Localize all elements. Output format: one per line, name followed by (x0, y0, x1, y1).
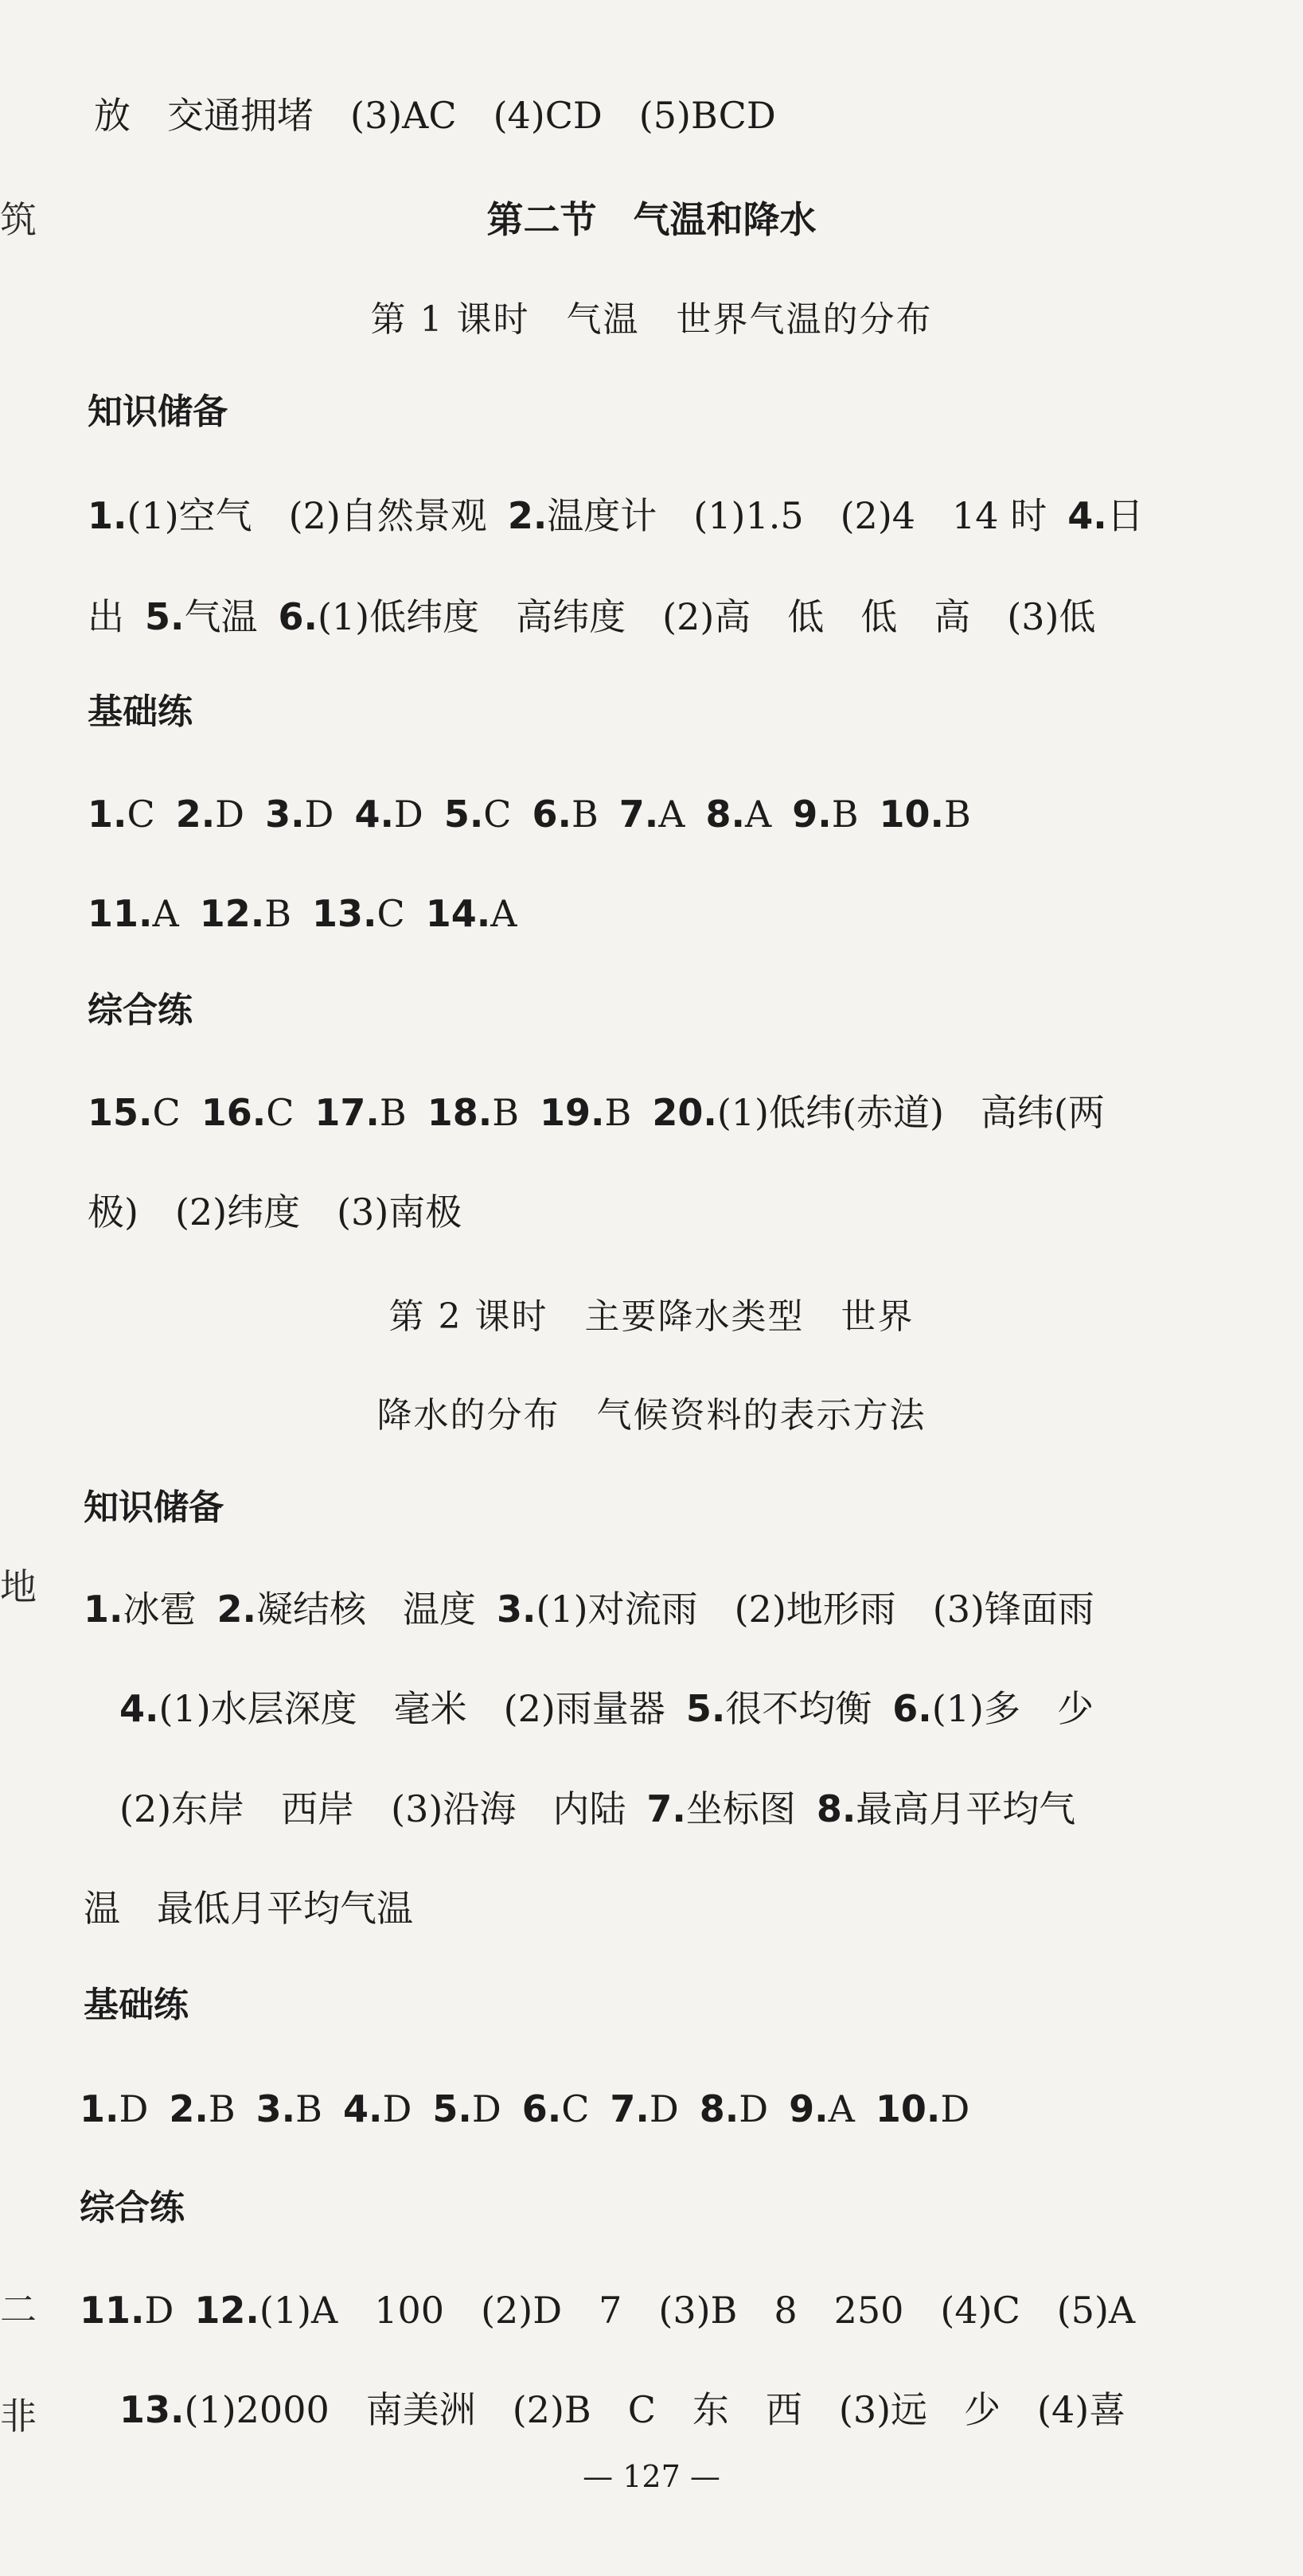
answer-choice: D (119, 2087, 149, 2130)
question-number: 3. (265, 793, 305, 836)
question-number: 4. (119, 1687, 159, 1730)
question-number: 20. (652, 1091, 717, 1134)
question-number: 8. (699, 2087, 739, 2130)
question-number: 1. (84, 1588, 123, 1631)
answer-choice: D (940, 2087, 970, 2130)
answer-choice: A (152, 892, 179, 935)
answer-text: 很不均衡 (725, 1687, 872, 1730)
answer-text: (1)2000 南美洲 (2)B C 东 西 (3)远 少 (4)喜 (184, 2388, 1126, 2431)
answer-choice: B (604, 1091, 632, 1134)
answer-line (80, 2085, 969, 2133)
continuation-line: 放 交通拥堵 (3)AC (4)CD (5)BCD (94, 94, 776, 137)
question-number: 1. (88, 494, 127, 537)
answer-choice: D (739, 2087, 769, 2130)
answer-text: 冰雹 (123, 1588, 197, 1631)
answer-choice: B (492, 1091, 520, 1134)
question-number: 8. (705, 793, 745, 836)
question-number: 7. (610, 2087, 650, 2130)
answer-choice: C (483, 793, 512, 836)
answer-text: (1)空气 (2)自然景观 (127, 494, 487, 537)
answer-choice: B (208, 2087, 236, 2130)
question-number: 5. (432, 2087, 472, 2130)
question-number: 12. (194, 2289, 259, 2332)
question-number: 11. (88, 892, 153, 935)
margin-fragment: 地 (0, 1565, 37, 1608)
answer-text: 最高月平均气 (856, 1787, 1076, 1830)
section-title: 第二节 气温和降水 (486, 198, 817, 241)
question-number: 9. (789, 2087, 829, 2130)
basic-heading: 基础练 (84, 1985, 189, 2025)
answer-choice: A (490, 892, 517, 935)
answer-choice: D (215, 793, 245, 836)
question-number: 5. (145, 595, 185, 638)
answer-text: 出 (88, 595, 124, 638)
knowledge-heading: 知识储备 (84, 1487, 224, 1528)
answer-choice: B (264, 892, 292, 935)
answer-line (84, 1585, 1094, 1633)
answer-line (88, 593, 1095, 641)
question-number: 6. (532, 793, 572, 836)
answer-choice: C (561, 2087, 590, 2130)
question-number: 2. (169, 2087, 209, 2130)
question-number: 1. (88, 793, 127, 836)
question-number: 4. (1067, 494, 1107, 537)
page-number: — 127 — (583, 2459, 720, 2494)
question-number: 13. (119, 2388, 185, 2431)
answer-choice: B (571, 793, 599, 836)
question-number: 10. (879, 793, 945, 836)
question-number: 4. (354, 793, 394, 836)
answer-choice: C (127, 793, 155, 836)
answer-choice: D (144, 2289, 174, 2332)
answer-choice: B (379, 1091, 407, 1134)
question-number: 5. (443, 793, 484, 836)
comprehensive-heading: 综合练 (88, 990, 193, 1031)
question-number: 2. (175, 793, 216, 836)
question-number: 18. (427, 1091, 493, 1134)
knowledge-heading: 知识储备 (88, 392, 228, 432)
question-number: 13. (312, 892, 377, 935)
answer-text: (1)A 100 (2)D 7 (3)B 8 250 (4)C (5)A (259, 2289, 1136, 2332)
answer-line (80, 2286, 1135, 2334)
question-number: 17. (314, 1091, 380, 1134)
question-number: 19. (540, 1091, 605, 1134)
answer-choice: B (831, 793, 859, 836)
answer-choice: A (828, 2087, 855, 2130)
question-number: 3. (256, 2087, 296, 2130)
question-number: 10. (875, 2087, 941, 2130)
answer-line (88, 492, 1144, 540)
answer-choice: D (649, 2087, 679, 2130)
answer-choice: C (152, 1091, 181, 1134)
answer-text: (1)低纬(赤道) 高纬(两 (716, 1091, 1105, 1134)
answer-line (88, 1089, 1105, 1136)
answer-line (88, 890, 517, 937)
question-number: 2. (217, 1588, 256, 1631)
comprehensive-heading: 综合练 (80, 2188, 185, 2228)
answer-line: 温 最低月平均气温 (84, 1887, 413, 1930)
margin-fragment: 非 (0, 2395, 37, 2438)
question-number: 6. (521, 2087, 562, 2130)
basic-heading: 基础练 (88, 692, 193, 732)
answer-choice: C (376, 892, 405, 935)
answer-text: 凝结核 温度 (256, 1588, 476, 1631)
question-number: 6. (892, 1687, 932, 1730)
answer-choice: B (295, 2087, 322, 2130)
question-number: 14. (425, 892, 491, 935)
answer-text: 气温 (184, 595, 258, 638)
question-number: 2. (507, 494, 548, 537)
question-number: 5. (685, 1687, 726, 1730)
answer-text: (1)对流雨 (2)地形雨 (3)锋面雨 (536, 1588, 1094, 1631)
lesson-title-continued: 降水的分布 气候资料的表示方法 (376, 1395, 927, 1436)
lesson-title: 第 2 课时 主要降水类型 世界 (388, 1296, 915, 1337)
answer-choice: A (658, 793, 685, 836)
margin-fragment: 筑 (0, 198, 37, 241)
answer-choice: D (471, 2087, 501, 2130)
answer-text: (1)低纬度 高纬度 (2)高 低 低 高 (3)低 (317, 595, 1096, 638)
answer-choice: B (944, 793, 971, 836)
question-number: 4. (342, 2087, 383, 2130)
answer-text: (1)多 少 (931, 1687, 1094, 1730)
margin-fragment: 二 (0, 2288, 37, 2331)
answer-choice: D (304, 793, 334, 836)
question-number: 7. (618, 793, 659, 836)
answer-line (88, 790, 971, 838)
question-number: 16. (201, 1091, 267, 1134)
question-number: 7. (646, 1787, 686, 1830)
answer-text: (1)水层深度 毫米 (2)雨量器 (158, 1687, 665, 1730)
answer-choice: A (745, 793, 772, 836)
question-number: 12. (199, 892, 265, 935)
question-number: 9. (792, 793, 832, 836)
answer-text: (2)东岸 西岸 (3)沿海 内陆 (119, 1787, 626, 1830)
question-number: 3. (496, 1588, 536, 1631)
lesson-title: 第 1 课时 气温 世界气温的分布 (370, 299, 933, 340)
answer-line (119, 1785, 1075, 1833)
question-number: 1. (80, 2087, 119, 2130)
answer-choice: D (393, 793, 423, 836)
answer-choice: D (382, 2087, 412, 2130)
answer-text: 温度计 (1)1.5 (2)4 14 时 (547, 494, 1047, 537)
answer-line: 极) (2)纬度 (3)南极 (88, 1191, 462, 1233)
question-number: 15. (88, 1091, 153, 1134)
question-number: 6. (278, 595, 318, 638)
answer-text: 日 (1106, 494, 1144, 537)
question-number: 8. (816, 1787, 856, 1830)
question-number: 11. (80, 2289, 145, 2332)
answer-choice: C (266, 1091, 295, 1134)
answer-line (119, 1685, 1094, 1732)
answer-text: 坐标图 (685, 1787, 796, 1830)
answer-line (119, 2386, 1125, 2434)
